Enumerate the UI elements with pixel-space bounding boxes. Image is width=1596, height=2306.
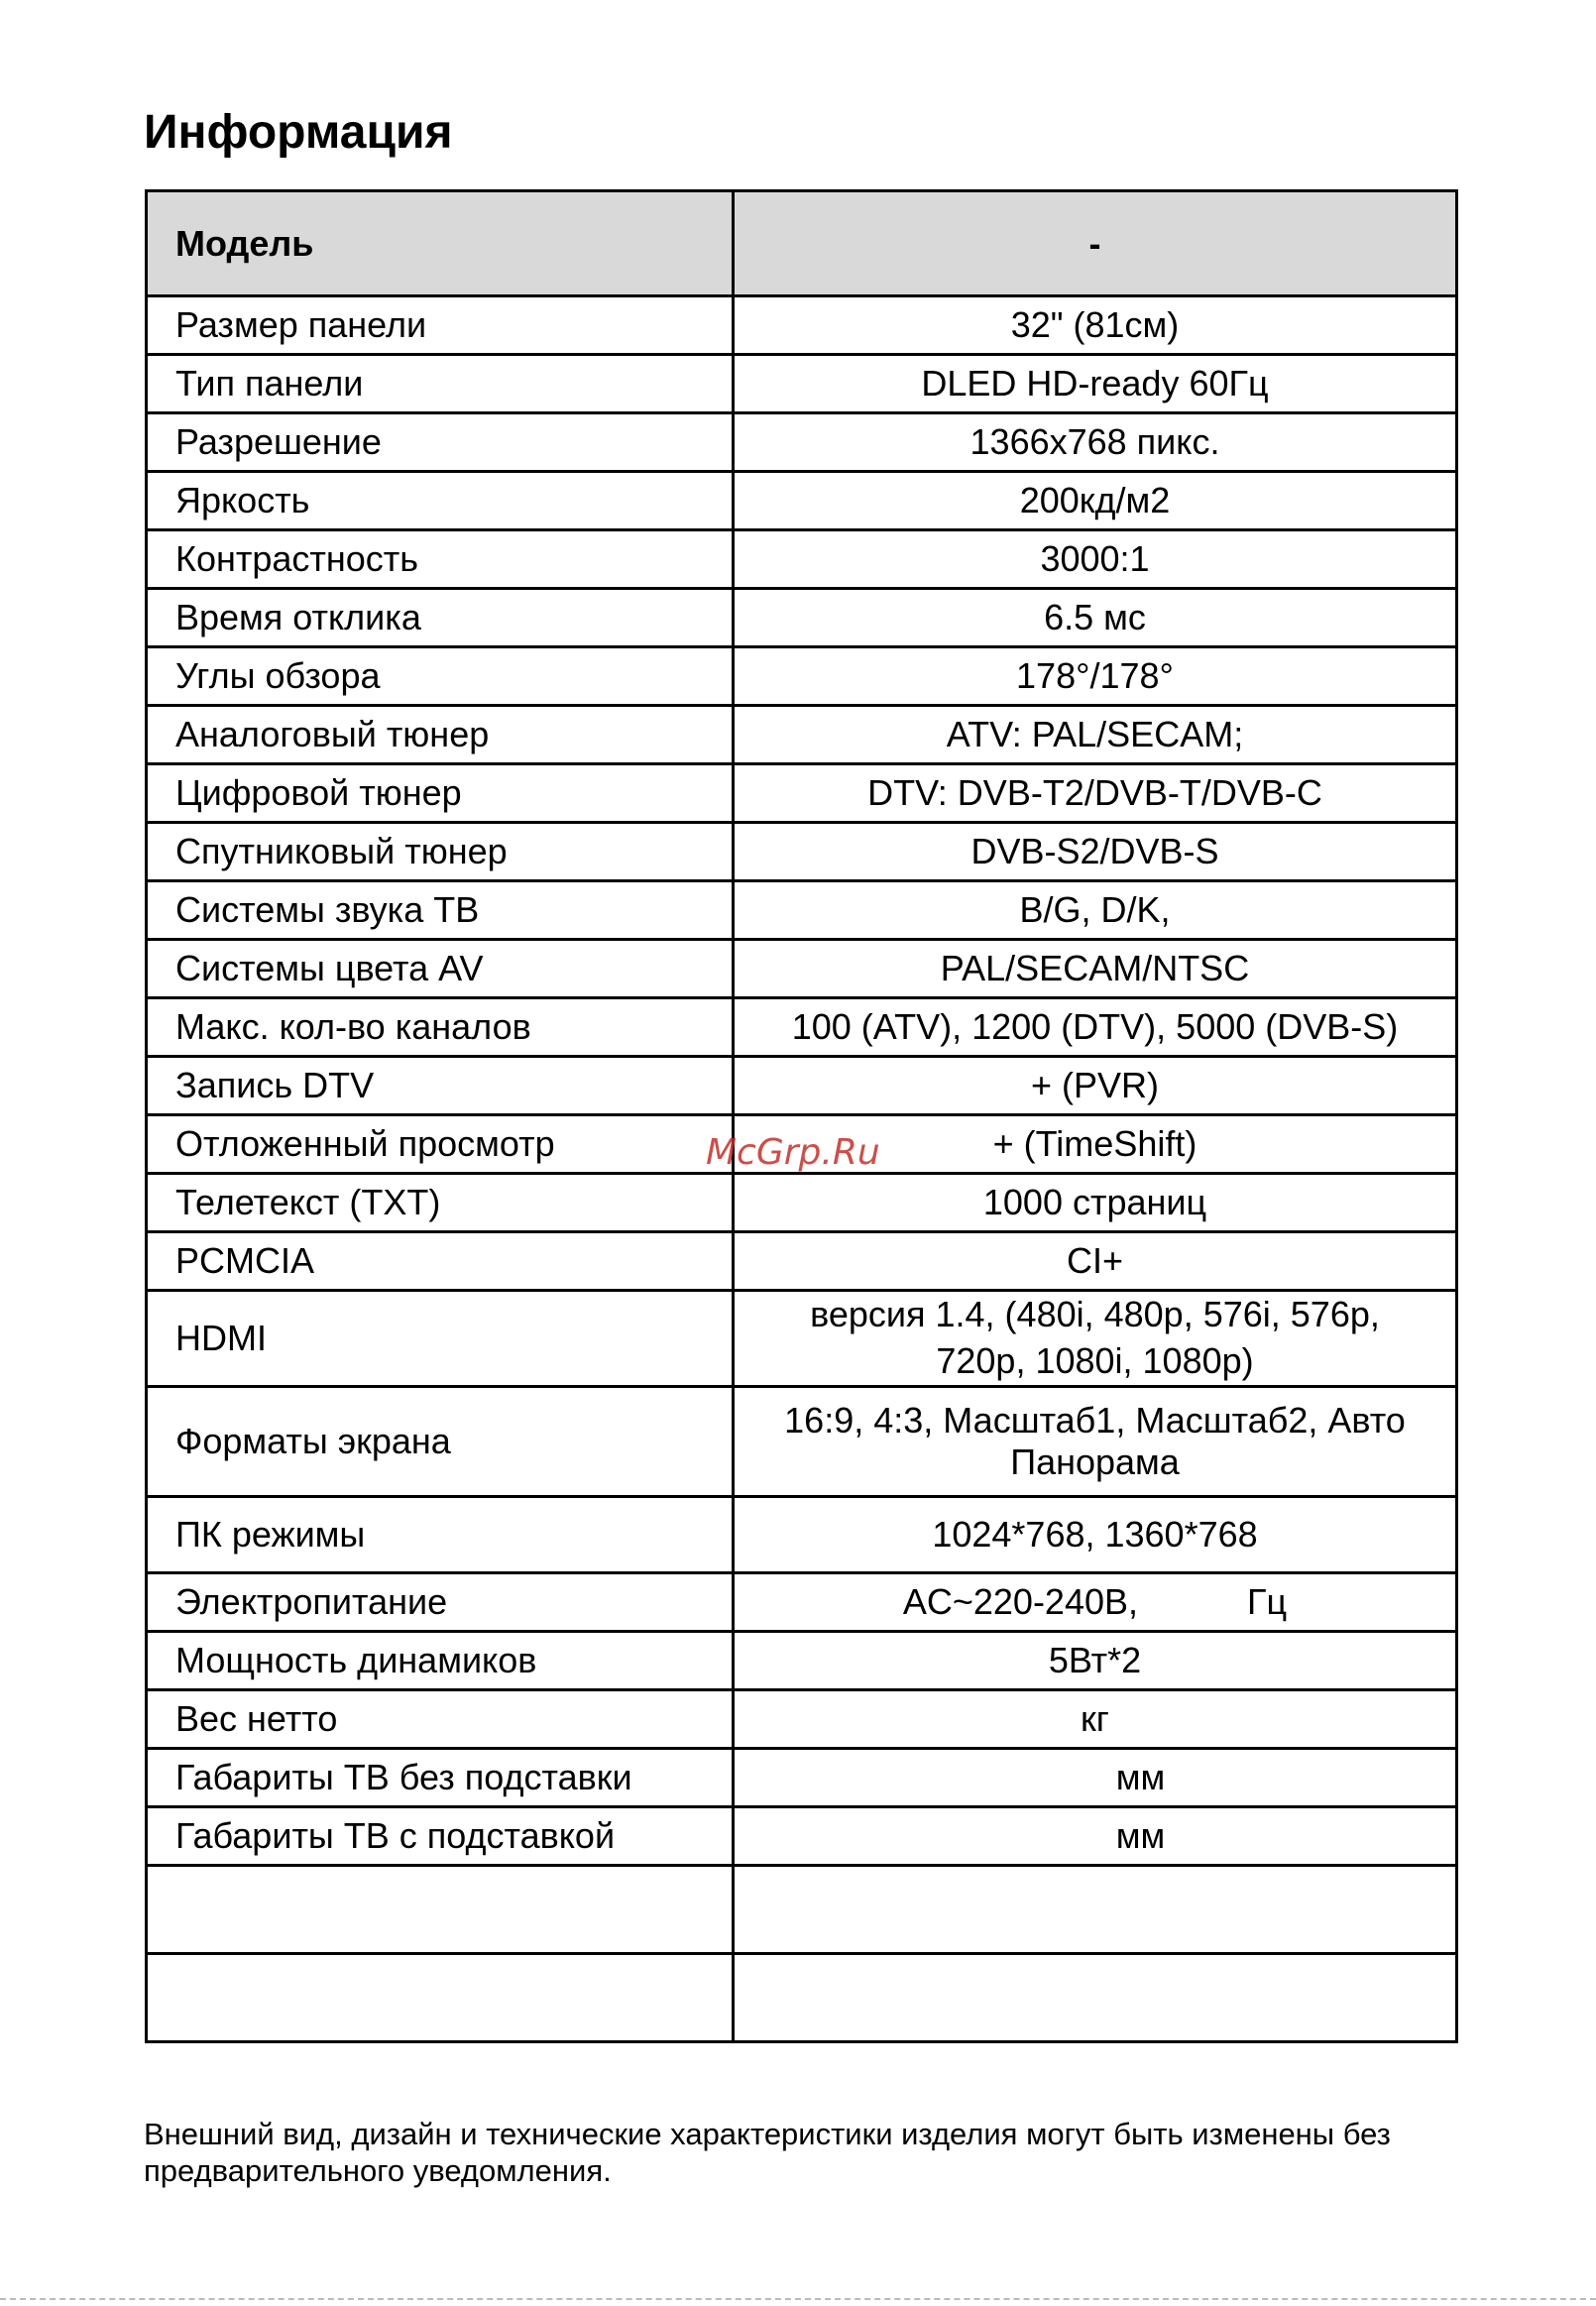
- spec-label: HDMI: [147, 1291, 734, 1387]
- watermark: McGrp.Ru: [706, 1132, 880, 1173]
- table-row: [147, 1174, 1457, 1232]
- spec-label: [147, 1865, 734, 1953]
- table-row: [147, 1291, 1457, 1387]
- spec-label: Контрастность: [147, 530, 734, 589]
- spec-label: Системы цвета AV: [147, 940, 734, 998]
- table-row: [147, 764, 1457, 823]
- spec-value: 3000:1: [734, 530, 1457, 589]
- table-row: [147, 940, 1457, 998]
- page-bottom-divider: [0, 2298, 1596, 2300]
- spec-label: Габариты ТВ с подставкой: [147, 1806, 734, 1865]
- spec-label: Тип панели: [147, 355, 734, 413]
- spec-label: [147, 1953, 734, 2041]
- table-row: [147, 647, 1457, 706]
- spec-label: Электропитание: [147, 1572, 734, 1631]
- table-row: [147, 296, 1457, 355]
- spec-label: PCMCIA: [147, 1232, 734, 1291]
- table-row: [147, 1748, 1457, 1806]
- table-row: [147, 589, 1457, 647]
- table-row: [147, 413, 1457, 472]
- spec-value: [734, 1865, 1457, 1953]
- table-row: [147, 881, 1457, 940]
- spec-label: Вес нетто: [147, 1689, 734, 1748]
- spec-table: [145, 189, 1458, 2043]
- spec-label: Время отклика: [147, 589, 734, 647]
- spec-value: + (TimeShift): [734, 1115, 1457, 1174]
- spec-value: 5Вт*2: [734, 1631, 1457, 1689]
- spec-label: Цифровой тюнер: [147, 764, 734, 823]
- table-row: [147, 1057, 1457, 1115]
- spec-value: 100 (ATV), 1200 (DTV), 5000 (DVB-S): [734, 998, 1457, 1057]
- table-row-empty: [147, 1865, 1457, 1953]
- spec-value: [734, 1953, 1457, 2041]
- spec-label: Аналоговый тюнер: [147, 706, 734, 764]
- spec-value: 32" (81см): [734, 296, 1457, 355]
- spec-value: ATV: PAL/SECAM;: [734, 706, 1457, 764]
- spec-value: B/G, D/K,: [734, 881, 1457, 940]
- spec-value: 178°/178°: [734, 647, 1457, 706]
- spec-label: Макс. кол-во каналов: [147, 998, 734, 1057]
- spec-value: мм: [734, 1748, 1457, 1806]
- footnote: Внешний вид, дизайн и технические характеристики изделия могут быть изменены без предварительного уведомления.: [144, 2117, 1391, 2188]
- spec-value: 200кд/м2: [734, 472, 1457, 530]
- spec-label: Разрешение: [147, 413, 734, 472]
- spec-value: PAL/SECAM/NTSC: [734, 940, 1457, 998]
- spec-value: 6.5 мс: [734, 589, 1457, 647]
- spec-label: Мощность динамиков: [147, 1631, 734, 1689]
- spec-label: Углы обзора: [147, 647, 734, 706]
- spec-value: + (PVR): [734, 1057, 1457, 1115]
- table-row: [147, 1631, 1457, 1689]
- header-label-cell: Модель: [147, 191, 734, 296]
- spec-label: Запись DTV: [147, 1057, 734, 1115]
- spec-value: 1000 страниц: [734, 1174, 1457, 1232]
- spec-label: ПК режимы: [147, 1496, 734, 1572]
- spec-value: 16:9, 4:3, Масштаб1, Масштаб2, Авто Панорама: [734, 1386, 1457, 1496]
- spec-value: DLED HD-ready 60Гц: [734, 355, 1457, 413]
- table-row: [147, 1496, 1457, 1572]
- spec-label: Размер панели: [147, 296, 734, 355]
- spec-value: CI+: [734, 1232, 1457, 1291]
- spec-value: AC~220-240В, Гц: [734, 1572, 1457, 1631]
- spec-label: Габариты ТВ без подставки: [147, 1748, 734, 1806]
- table-row: [147, 1689, 1457, 1748]
- spec-value: 1366x768 пикс.: [734, 413, 1457, 472]
- table-row: [147, 355, 1457, 413]
- spec-value: кг: [734, 1689, 1457, 1748]
- spec-value: мм: [734, 1806, 1457, 1865]
- table-row: [147, 706, 1457, 764]
- table-row: [147, 1572, 1457, 1631]
- header-value-cell: -: [734, 191, 1457, 296]
- spec-value: 1024*768, 1360*768: [734, 1496, 1457, 1572]
- spec-label: Яркость: [147, 472, 734, 530]
- table-row: [147, 823, 1457, 881]
- table-row: [147, 1232, 1457, 1291]
- spec-value: версия 1.4, (480i, 480p, 576i, 576p, 720p, 1080i, 1080p): [734, 1291, 1457, 1387]
- table-row: [147, 998, 1457, 1057]
- table-row: [147, 472, 1457, 530]
- table-row: [147, 1386, 1457, 1496]
- table-header-row: [147, 191, 1457, 296]
- table-row-empty: [147, 1953, 1457, 2041]
- spec-label: Форматы экрана: [147, 1386, 734, 1496]
- spec-label: Системы звука ТВ: [147, 881, 734, 940]
- spec-label: Отложенный просмотр: [147, 1115, 734, 1174]
- table-row: [147, 530, 1457, 589]
- table-row: [147, 1806, 1457, 1865]
- spec-label: Телетекст (TXT): [147, 1174, 734, 1232]
- spec-value: DVB-S2/DVB-S: [734, 823, 1457, 881]
- page-title: Информация: [144, 106, 453, 159]
- spec-value: DTV: DVB-T2/DVB-T/DVB-C: [734, 764, 1457, 823]
- spec-label: Спутниковый тюнер: [147, 823, 734, 881]
